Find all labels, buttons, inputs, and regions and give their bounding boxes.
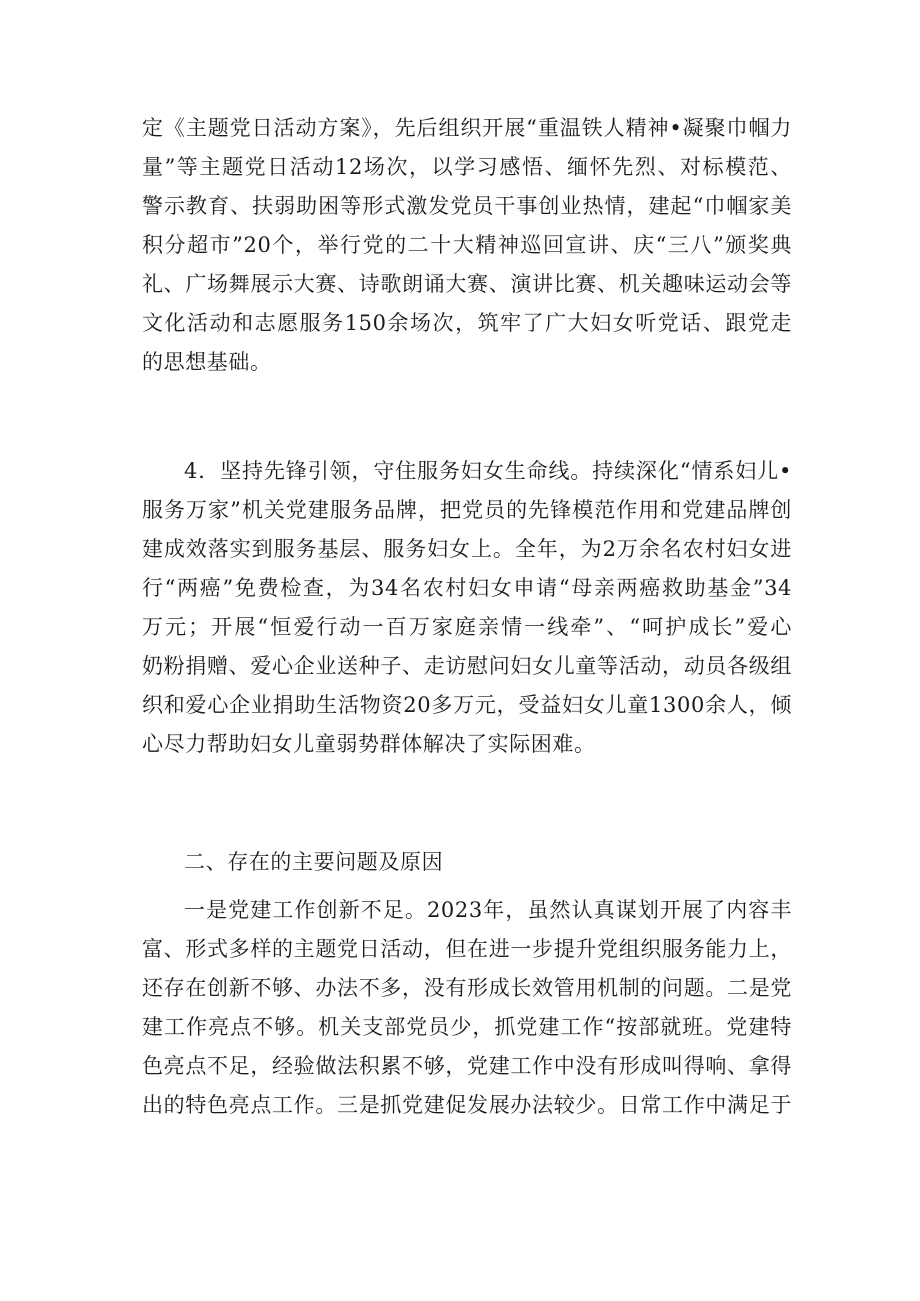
text-line: 奶粉捐赠、爱心企业送种子、走访慰问妇女儿童等活动，动员各级组 [142,654,792,678]
text-line: 心尽力帮助妇女儿童弱势群体解决了实际困难。 [142,732,596,756]
text-line: 积分超市”20个，举行党的二十大精神巡回宣讲、庆“三八”颁奖典 [142,233,792,257]
text-line: 建成效落实到服务基层、服务妇女上。全年，为2万余名农村妇女进 [142,537,792,561]
text-line: 色亮点不足，经验做法积累不够，党建工作中没有形成叫得响、拿得 [142,1054,792,1078]
text-line: 文化活动和志愿服务150余场次，筑牢了广大妇女听党话、跟党走 [142,311,792,335]
section-heading [142,843,792,882]
text-line: 警示教育、扶弱助困等形式激发党员干事创业热情，建起“巾帼家美 [142,194,792,218]
text-line: 量”等主题党日活动12场次，以学习感悟、缅怀先烈、对标模范、 [142,155,792,179]
paragraph-pioneer-leadership [142,452,792,764]
text-line: 织和爱心企业捐助生活物资20多万元，受益妇女儿童1300余人，倾 [142,693,792,717]
text-line: 一是党建工作创新不足。2023年，虽然认真谋划开展了内容丰 [184,898,792,922]
text-line: 还存在创新不够、办法不多，没有形成长效管用机制的问题。二是党 [142,976,792,1000]
text-line: 行“两癌”免费检查，为34名农村妇女申请“母亲两癌救助基金”34 [142,576,792,600]
section-heading-text: 二、存在的主要问题及原因 [184,850,444,874]
text-line: 定《主题党日活动方案》，先后组织开展“重温铁人精神•凝聚巾帼力 [142,116,792,140]
text-line: 礼、广场舞展示大赛、诗歌朗诵大赛、演讲比赛、机关趣味运动会等 [142,272,792,296]
text-line: 出的特色亮点工作。三是抓党建促发展办法较少。日常工作中满足于 [142,1093,792,1117]
text-line: 建工作亮点不够。机关支部党员少，抓党建工作“按部就班。党建特 [142,1015,792,1039]
paragraph-theme-day-activities [142,109,792,382]
paragraph-main-problems [142,891,792,1125]
text-line: 万元；开展“恒爱行动一百万家庭亲情一线牵”、“呵护成长”爱心 [142,615,792,639]
text-line: 富、形式多样的主题党日活动，但在进一步提升党组织服务能力上， [142,937,792,961]
text-line: 4．坚持先锋引领，守住服务妇女生命线。持续深化“情系妇儿• [184,459,792,483]
text-line: 服务万家”机关党建服务品牌，把党员的先锋模范作用和党建品牌创 [142,498,792,522]
text-line: 的思想基础。 [142,350,272,374]
